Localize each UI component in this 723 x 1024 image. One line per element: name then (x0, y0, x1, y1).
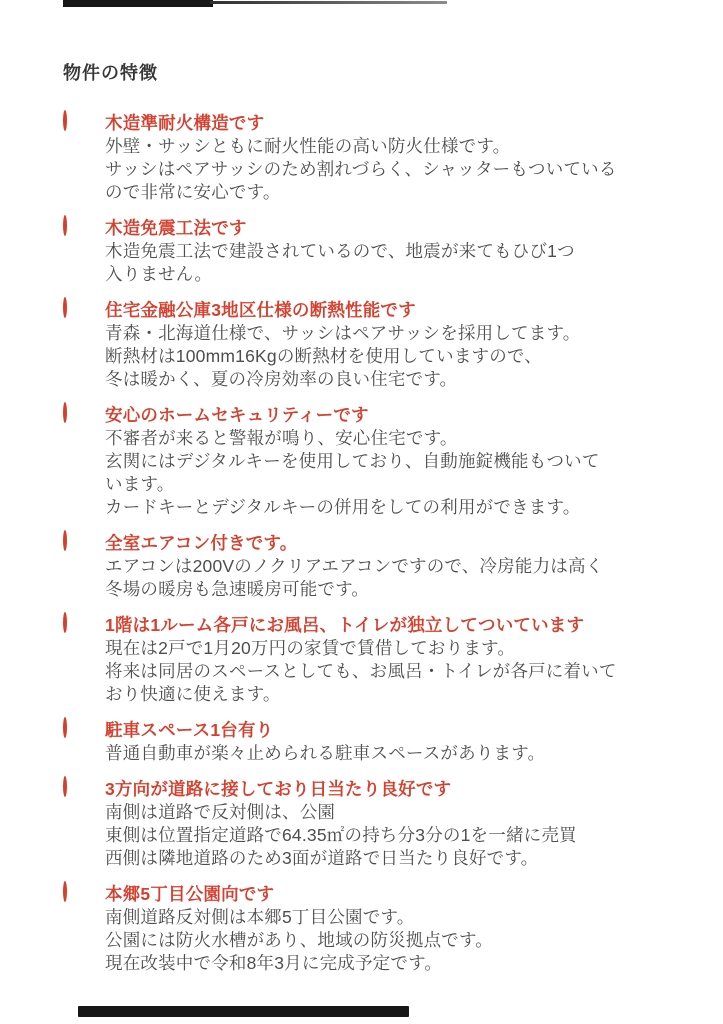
feature-body-line: カードキーとデジタルキーの併用をしての利用ができます。 (105, 497, 581, 517)
feature-body-line: 玄関にはデジタルキーを使用しており、自動施錠機能もついて (105, 451, 600, 471)
feature-item (0, 112, 723, 204)
feature-body (105, 135, 723, 204)
bullet-column (63, 614, 105, 706)
feature-item (0, 532, 723, 601)
feature-content (105, 217, 723, 286)
feature-body-line: 冬場の暖房も急速暖房可能です。 (105, 579, 370, 599)
bullet-column (63, 112, 105, 204)
feature-item (0, 883, 723, 975)
feature-body-line: 外壁・サッシともに耐火性能の高い防火仕様です。 (105, 136, 511, 156)
feature-body-line: 南側道路反対側は本郷5丁目公園です。 (105, 907, 415, 927)
feature-body (105, 427, 723, 519)
feature-content (105, 112, 723, 204)
circle-bullet-icon (63, 717, 67, 738)
circle-bullet-icon (63, 215, 67, 236)
feature-heading: 住宅金融公庫3地区仕様の断熱性能です (105, 300, 416, 320)
scan-artifact-top-bar (63, 0, 213, 7)
feature-heading: 木造準耐火構造です (105, 113, 265, 133)
feature-body-line: 現在改装中で令和8年3月に完成予定です。 (105, 953, 443, 973)
feature-body-line: 東側は位置指定道路で64.35㎡の持ち分3分の1を一緒に売買 (105, 825, 577, 845)
circle-bullet-icon (63, 297, 67, 318)
bullet-column (63, 883, 105, 975)
feature-body (105, 322, 723, 391)
feature-heading: 全室エアコン付きです。 (105, 533, 298, 553)
feature-content (105, 299, 723, 391)
feature-body-line: 青森・北海道仕様で、サッシはペアサッシを採用してます。 (105, 323, 581, 343)
feature-body (105, 801, 723, 870)
feature-body (105, 555, 723, 601)
feature-content (105, 883, 723, 975)
feature-list (0, 112, 723, 975)
feature-body (105, 742, 723, 765)
feature-heading: 安心のホームセキュリティーです (105, 405, 369, 425)
page-title: 物件の特徴 (63, 63, 158, 83)
feature-heading: 駐車スペース1台有り (105, 720, 274, 740)
feature-heading: 3方向が道路に接しており日当たり良好です (105, 779, 452, 799)
feature-item (0, 614, 723, 706)
feature-body-line: 入りません。 (105, 264, 213, 284)
feature-content (105, 719, 723, 765)
circle-bullet-icon (63, 530, 67, 551)
feature-heading: 1階は1ルーム各戸にお風呂、トイレが独立してついています (105, 615, 585, 635)
feature-body-line: 西側は隣地道路のため3面が道路で日当たり良好です。 (105, 848, 539, 868)
feature-content (105, 404, 723, 519)
circle-bullet-icon (63, 881, 67, 902)
circle-bullet-icon (63, 402, 67, 423)
feature-heading: 木造免震工法です (105, 218, 247, 238)
feature-heading: 本郷5丁目公園向です (105, 884, 275, 904)
feature-body-line: います。 (105, 474, 175, 494)
feature-body-line: 南側は道路で反対側は、公園 (105, 802, 336, 822)
scan-artifact-top-line (210, 1, 447, 4)
feature-body-line: 普通自動車が楽々止められる駐車スペースがあります。 (105, 743, 546, 763)
feature-body-line: 断熱材は100mm16Kgの断熱材を使用していますので、 (105, 346, 542, 366)
bullet-column (63, 217, 105, 286)
feature-content (105, 614, 723, 706)
feature-body-line: サッシはペアサッシのため割れづらく、シャッターもついている (105, 159, 617, 179)
feature-body-line: おり快適に使えます。 (105, 684, 281, 704)
feature-body (105, 906, 723, 975)
circle-bullet-icon (63, 110, 67, 131)
feature-body-line: 公園には防火水槽があり、地域の防災拠点です。 (105, 930, 493, 950)
bullet-column (63, 778, 105, 870)
feature-body-line: 木造免震工法で建設されているので、地震が来てもひび1つ (105, 241, 575, 261)
bullet-column (63, 299, 105, 391)
feature-content (105, 532, 723, 601)
feature-body (105, 240, 723, 286)
feature-item (0, 404, 723, 519)
feature-body-line: 冬は暖かく、夏の冷房効率の良い住宅です。 (105, 369, 458, 389)
scan-artifact-bottom-bar (78, 1006, 409, 1017)
feature-item (0, 217, 723, 286)
feature-item (0, 719, 723, 765)
bullet-column (63, 719, 105, 765)
circle-bullet-icon (63, 612, 67, 633)
feature-body-line: 現在は2戸で1月20万円の家賃で賃借しております。 (105, 638, 516, 658)
feature-body-line: エアコンは200Vのノクリアエアコンですので、冷房能力は高く (105, 556, 604, 576)
bullet-column (63, 532, 105, 601)
feature-body (105, 637, 723, 706)
feature-item (0, 299, 723, 391)
feature-body-line: 不審者が来ると警報が鳴り、安心住宅です。 (105, 428, 458, 448)
feature-body-line: ので非常に安心です。 (105, 182, 281, 202)
bullet-column (63, 404, 105, 519)
feature-item (0, 778, 723, 870)
feature-content (105, 778, 723, 870)
circle-bullet-icon (63, 776, 67, 797)
feature-body-line: 将来は同居のスペースとしても、お風呂・トイレが各戸に着いて (105, 661, 617, 681)
